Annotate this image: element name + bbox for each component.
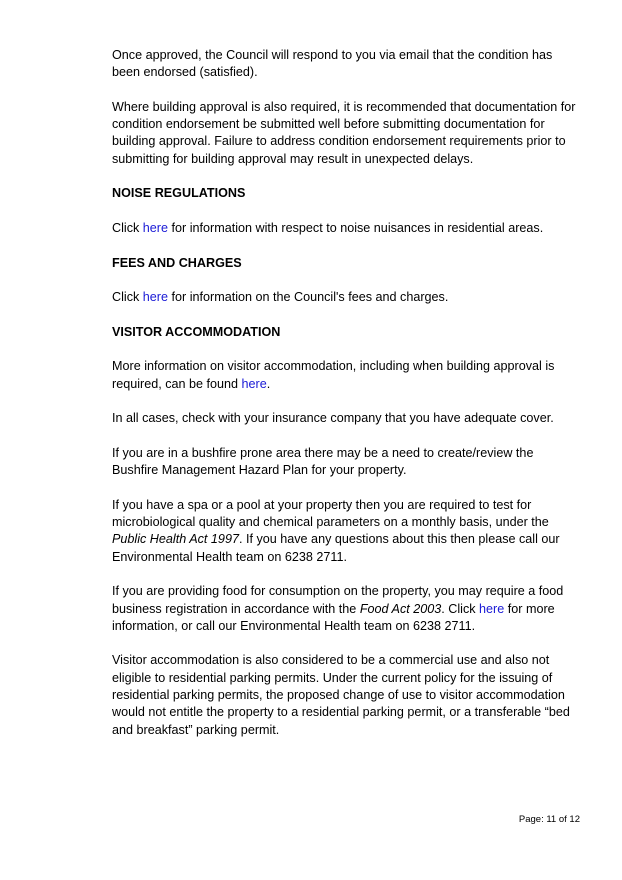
food-text-post: for more information, or call our Environmental Health team on 6238 2711.: [112, 601, 555, 633]
approval-paragraph: Once approved, the Council will respond to you via email that the condition has been endorsed (satisfied).: [112, 48, 553, 80]
parking-paragraph: Visitor accommodation is also considered to be a commercial use and also not eligible to residential parking permits. Under the current policy for the issuing of residential parking permits, the proposed change of use to visitor accommodation would not entitle the property to a residential parking permit, or a transferable “bed and breakfast” parking permit.: [112, 653, 570, 737]
public-health-act: Public Health Act 1997: [112, 532, 239, 547]
visitor-more-period: .: [266, 376, 271, 391]
visitor-more-text: More information on visitor accommodation, including when building approval is required, can be found: [112, 359, 555, 391]
visitor-accommodation-heading: VISITOR ACCOMMODATION: [112, 324, 281, 339]
bushfire-paragraph: If you are in a bushfire prone area there may be a need to create/review the Bushfire Management Hazard Plan for your property.: [112, 445, 534, 478]
page-number: Page: 11 of 12: [518, 814, 580, 825]
noise-text-post: for information with respect to noise nuisances in residential areas.: [168, 220, 544, 235]
fees-text-post: for information on the Council's fees and charges.: [168, 290, 449, 305]
visitor-more-paragraph: [112, 358, 582, 393]
food-act: Food Act 2003: [359, 601, 442, 616]
food-paragraph: [112, 583, 582, 635]
fees-text-pre: Click: [112, 290, 143, 305]
noise-here-link[interactable]: here: [142, 220, 169, 235]
noise-paragraph: [112, 220, 582, 237]
food-here-link[interactable]: here: [479, 601, 505, 616]
spa-text-post: . If you have any questions about this then please call our Environmental Health team on 6238 2711.: [112, 532, 560, 564]
building-approval-paragraph: Where building approval is also required, it is recommended that documentation for condition endorsement be submitted well before submitting documentation for building approval. Failure to address condition endorsement requirements prior to submitting for building approval may result in unexpected delays.: [112, 99, 576, 166]
fees-here-link[interactable]: here: [142, 290, 169, 305]
fees-charges-heading: FEES AND CHARGES: [112, 255, 242, 270]
visitor-here-link[interactable]: here: [241, 376, 267, 391]
spa-text-pre: If you have a spa or a pool at your property then you are required to test for microbiological quality and chemical parameters on a monthly basis, under the: [112, 497, 549, 530]
food-text-pre: If you are providing food for consumption on the property, you may require a food business registration in accordance with the: [112, 584, 564, 616]
fees-paragraph: [112, 289, 582, 306]
insurance-paragraph: In all cases, check with your insurance company that you have adequate cover.: [112, 411, 554, 426]
noise-text-pre: Click: [112, 220, 143, 235]
noise-regulations-heading: NOISE REGULATIONS: [112, 186, 246, 201]
page-content: [112, 47, 582, 756]
food-text-mid: . Click: [441, 601, 480, 616]
spa-pool-paragraph: [112, 497, 582, 566]
